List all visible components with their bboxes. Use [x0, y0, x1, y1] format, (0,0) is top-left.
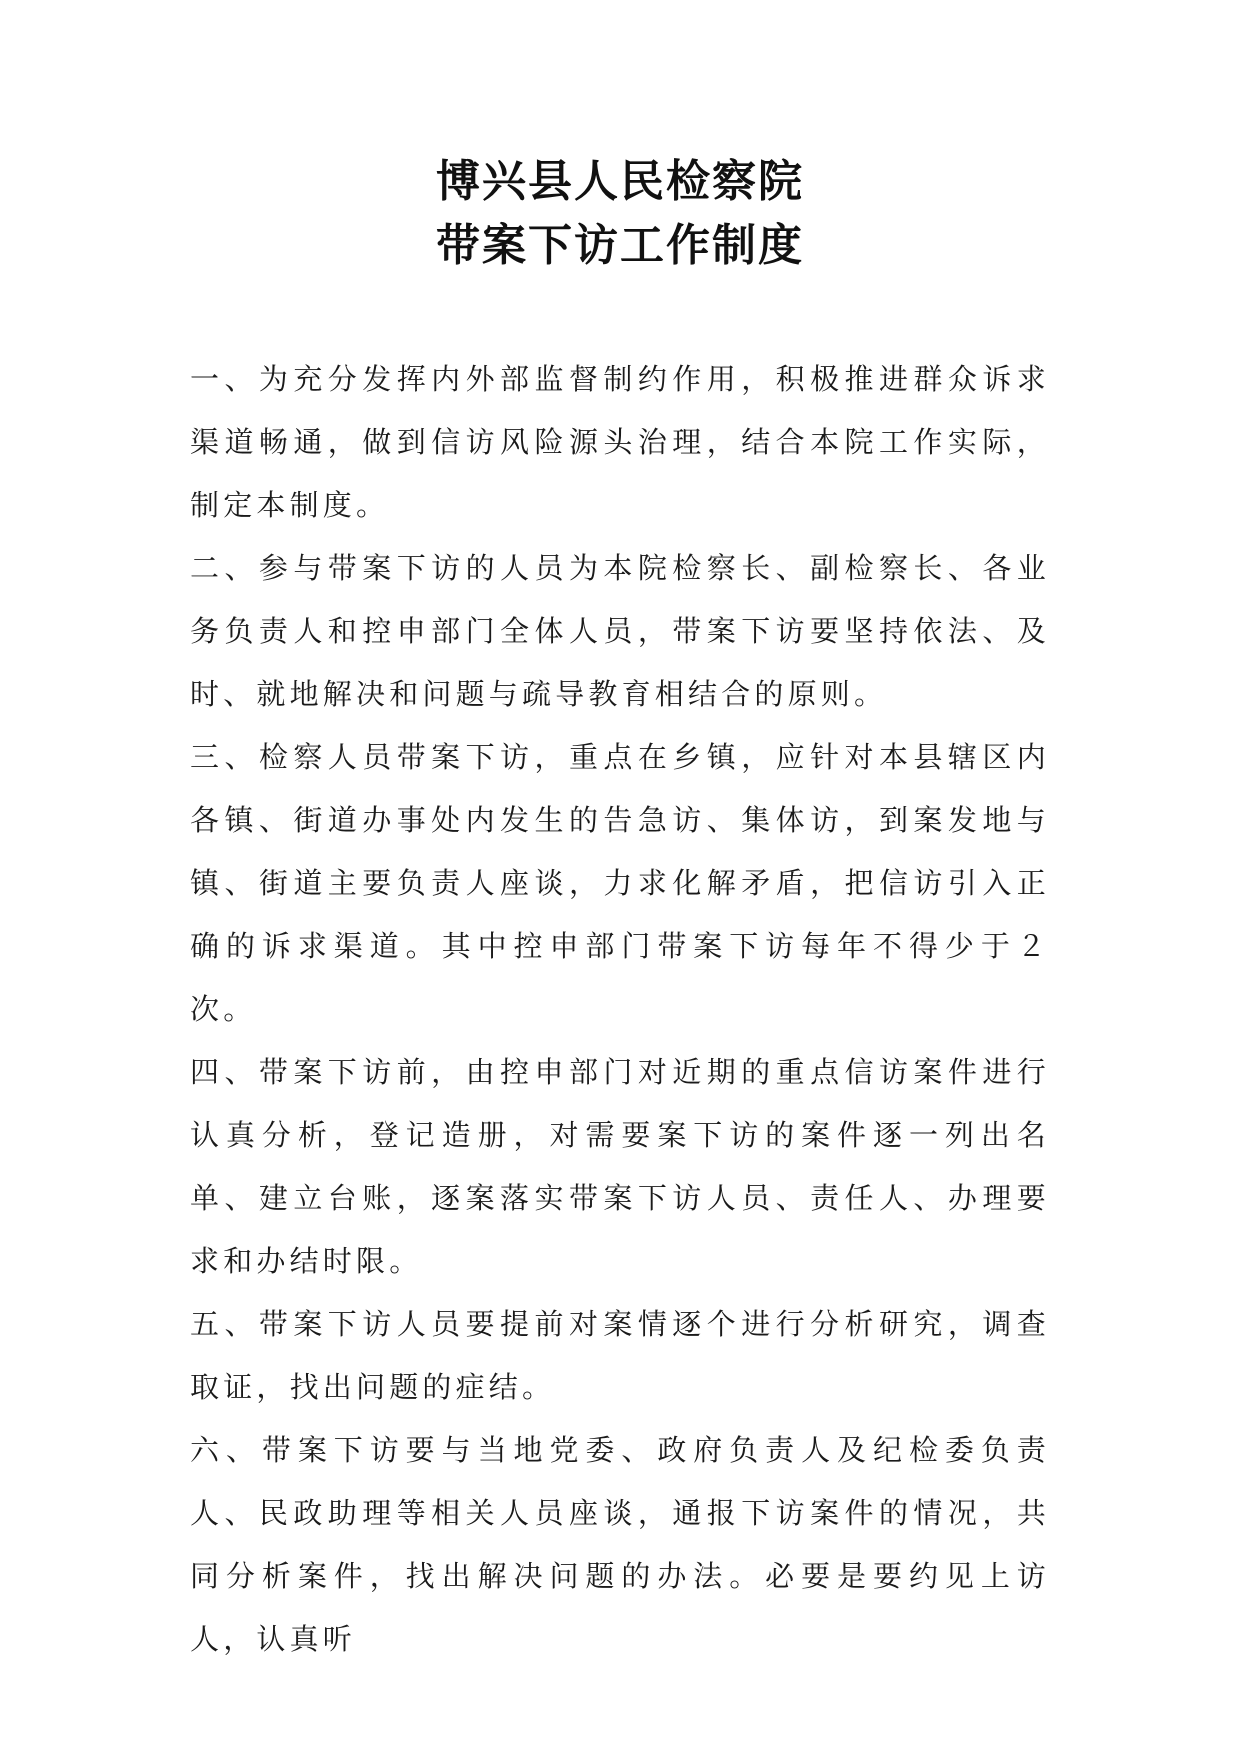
paragraph-2: 二、参与带案下访的人员为本院检察长、副检察长、各业务负责人和控申部门全体人员，带案下访要坚持依法、及时、就地解决和问题与疏导教育相结合的原则。 [190, 551, 1050, 711]
document-title [0, 150, 1240, 278]
title-line-2: 带案下访工作制度 [436, 220, 804, 271]
paragraph-1: 一、为充分发挥内外部监督制约作用，积极推进群众诉求渠道畅通，做到信访风险源头治理，结合本院工作实际，制定本制度。 [190, 362, 1050, 522]
paragraph-3: 三、检察人员带案下访，重点在乡镇，应针对本县辖区内各镇、街道办事处内发生的告急访、集体访，到案发地与镇、街道主要负责人座谈，力求化解矛盾，把信访引入正确的诉求渠道。其中控申部门带案下访每年不得少于２次。 [190, 740, 1050, 1026]
paragraph-4: 四、带案下访前，由控申部门对近期的重点信访案件进行认真分析，登记造册，对需要案下访的案件逐一列出名单、建立台账，逐案落实带案下访人员、责任人、办理要求和办结时限。 [190, 1055, 1050, 1278]
paragraph-6: 六、带案下访要与当地党委、政府负责人及纪检委负责人、民政助理等相关人员座谈，通报下访案件的情况，共同分析案件，找出解决问题的办法。必要是要约见上访人，认真听 [190, 1433, 1050, 1656]
document-body [190, 348, 1050, 1671]
paragraph-5: 五、带案下访人员要提前对案情逐个进行分析研究，调查取证，找出问题的症结。 [190, 1307, 1050, 1404]
title-line-1: 博兴县人民检察院 [436, 156, 804, 207]
